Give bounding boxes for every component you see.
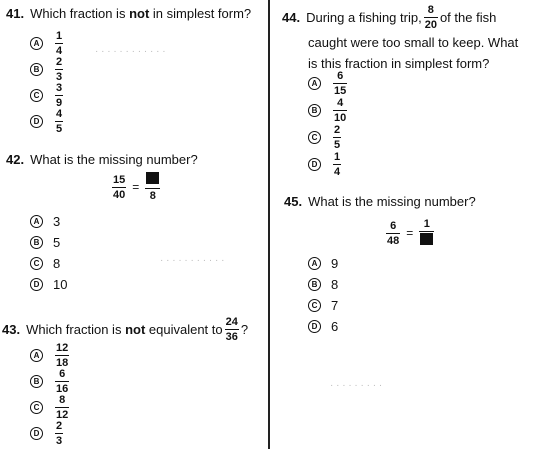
bleed-through-text: · · · · · · · · · · · — [160, 255, 225, 266]
question-text: Which fraction is not in simplest form? — [30, 6, 252, 21]
answer-bubble[interactable]: A — [30, 215, 43, 228]
q45-option-d[interactable] — [308, 319, 338, 334]
missing-number-box — [420, 233, 433, 245]
q45-equation — [384, 218, 436, 248]
question-45 — [284, 194, 476, 209]
q45-option-c[interactable] — [308, 298, 338, 313]
equation-fraction-right: 1 — [419, 218, 434, 248]
question-43-prompt — [2, 316, 248, 343]
option-value: 5 — [53, 235, 61, 250]
q43-option-c[interactable] — [30, 394, 71, 421]
option-value: 8 — [53, 256, 61, 271]
answer-bubble[interactable]: B — [30, 375, 43, 388]
question-text: of the fish — [439, 10, 497, 25]
answer-bubble[interactable]: B — [308, 278, 321, 291]
question-text: Which fraction is not equivalent to — [26, 322, 223, 337]
answer-bubble[interactable]: D — [308, 320, 321, 333]
question-mark: ? — [240, 322, 249, 337]
question-44-prompt-line3: is this fraction in simplest form? — [308, 56, 490, 71]
option-fraction: $\frac{8}{12}$ — [56, 394, 69, 421]
q42-option-a[interactable] — [30, 214, 60, 229]
q42-option-c[interactable] — [30, 256, 60, 271]
q42-option-b[interactable] — [30, 235, 60, 250]
question-44-prompt-line1 — [282, 4, 518, 31]
missing-number-box — [146, 172, 159, 184]
q41-option-a[interactable] — [30, 30, 65, 57]
option-fraction: $\frac{1}{4}$ — [56, 30, 63, 57]
option-fraction: $\frac{2}{5}$ — [334, 124, 341, 151]
question-42 — [6, 152, 198, 167]
q44-option-d[interactable] — [308, 151, 343, 178]
question-43 — [2, 316, 248, 343]
answer-bubble[interactable]: A — [30, 349, 43, 362]
answer-bubble[interactable]: D — [30, 427, 43, 440]
question-42-prompt — [6, 152, 198, 167]
option-value: 3 — [53, 214, 61, 229]
bleed-through-text: · · · · · · · · · · · · — [95, 46, 166, 57]
equation-fraction-left: $\frac{6}{48}$ — [387, 219, 400, 247]
equation-fraction-left: $\frac{15}{40}$ — [113, 173, 126, 201]
option-fraction: $\frac{2}{3}$ — [56, 420, 63, 447]
q45-option-b[interactable] — [308, 277, 338, 292]
q45-option-a[interactable] — [308, 256, 338, 271]
answer-bubble[interactable]: B — [30, 63, 43, 76]
answer-bubble[interactable]: C — [30, 401, 43, 414]
question-number: 45. — [284, 194, 303, 209]
target-fraction: $\frac{24}{36}$ — [225, 316, 238, 343]
q43-option-a[interactable] — [30, 342, 71, 369]
question-number: 41. — [6, 6, 25, 21]
q44-option-a[interactable] — [308, 70, 349, 97]
q42-option-d[interactable] — [30, 277, 67, 292]
answer-bubble[interactable]: C — [30, 257, 43, 270]
option-value: 9 — [331, 256, 339, 271]
option-value: 10 — [53, 277, 68, 292]
option-fraction: $\frac{4}{10}$ — [334, 97, 347, 124]
answer-bubble[interactable]: D — [30, 115, 43, 128]
question-fraction: $\frac{8}{20}$ — [424, 4, 437, 31]
question-number: 42. — [6, 152, 25, 167]
question-45-prompt — [284, 194, 476, 209]
option-fraction: $\frac{3}{9}$ — [56, 82, 63, 109]
q43-option-b[interactable] — [30, 368, 71, 395]
answer-bubble[interactable]: D — [308, 158, 321, 171]
question-number: 44. — [282, 10, 301, 25]
question-text: What is the missing number? — [308, 194, 476, 209]
option-value: 8 — [331, 277, 339, 292]
q41-option-c[interactable] — [30, 82, 65, 109]
answer-bubble[interactable]: C — [308, 299, 321, 312]
option-fraction: $\frac{6}{15}$ — [334, 70, 347, 97]
question-44-prompt-line2: caught were too small to keep. What — [308, 35, 519, 50]
answer-bubble[interactable]: A — [308, 77, 321, 90]
q42-equation — [110, 172, 162, 202]
answer-bubble[interactable]: C — [30, 89, 43, 102]
equals-sign: = — [406, 226, 414, 240]
question-44 — [282, 4, 518, 71]
option-fraction: $\frac{1}{4}$ — [334, 151, 341, 178]
option-value: 7 — [331, 298, 339, 313]
column-divider — [268, 0, 270, 449]
q43-option-d[interactable] — [30, 420, 65, 447]
q44-option-b[interactable] — [308, 97, 349, 124]
question-text: What is the missing number? — [30, 152, 198, 167]
option-fraction: $\frac{6}{16}$ — [56, 368, 69, 395]
q41-option-d[interactable] — [30, 108, 65, 135]
answer-bubble[interactable]: D — [30, 278, 43, 291]
option-value: 6 — [331, 319, 339, 334]
question-text: During a fishing trip, — [306, 10, 422, 25]
question-number: 43. — [2, 322, 21, 337]
q44-option-c[interactable] — [308, 124, 343, 151]
answer-bubble[interactable]: B — [30, 236, 43, 249]
answer-bubble[interactable]: A — [308, 257, 321, 270]
option-fraction: $\frac{4}{5}$ — [56, 108, 63, 135]
option-fraction: $\frac{12}{18}$ — [56, 342, 69, 369]
equation-fraction-right: 8 — [145, 172, 160, 202]
answer-bubble[interactable]: B — [308, 104, 321, 117]
answer-bubble[interactable]: C — [308, 131, 321, 144]
question-41 — [6, 6, 251, 21]
option-fraction: $\frac{2}{3}$ — [56, 56, 63, 83]
answer-bubble[interactable]: A — [30, 37, 43, 50]
question-41-prompt — [6, 6, 251, 21]
bleed-through-text: · · · · · · · · · — [330, 380, 383, 391]
q41-option-b[interactable] — [30, 56, 65, 83]
equals-sign: = — [132, 180, 140, 194]
